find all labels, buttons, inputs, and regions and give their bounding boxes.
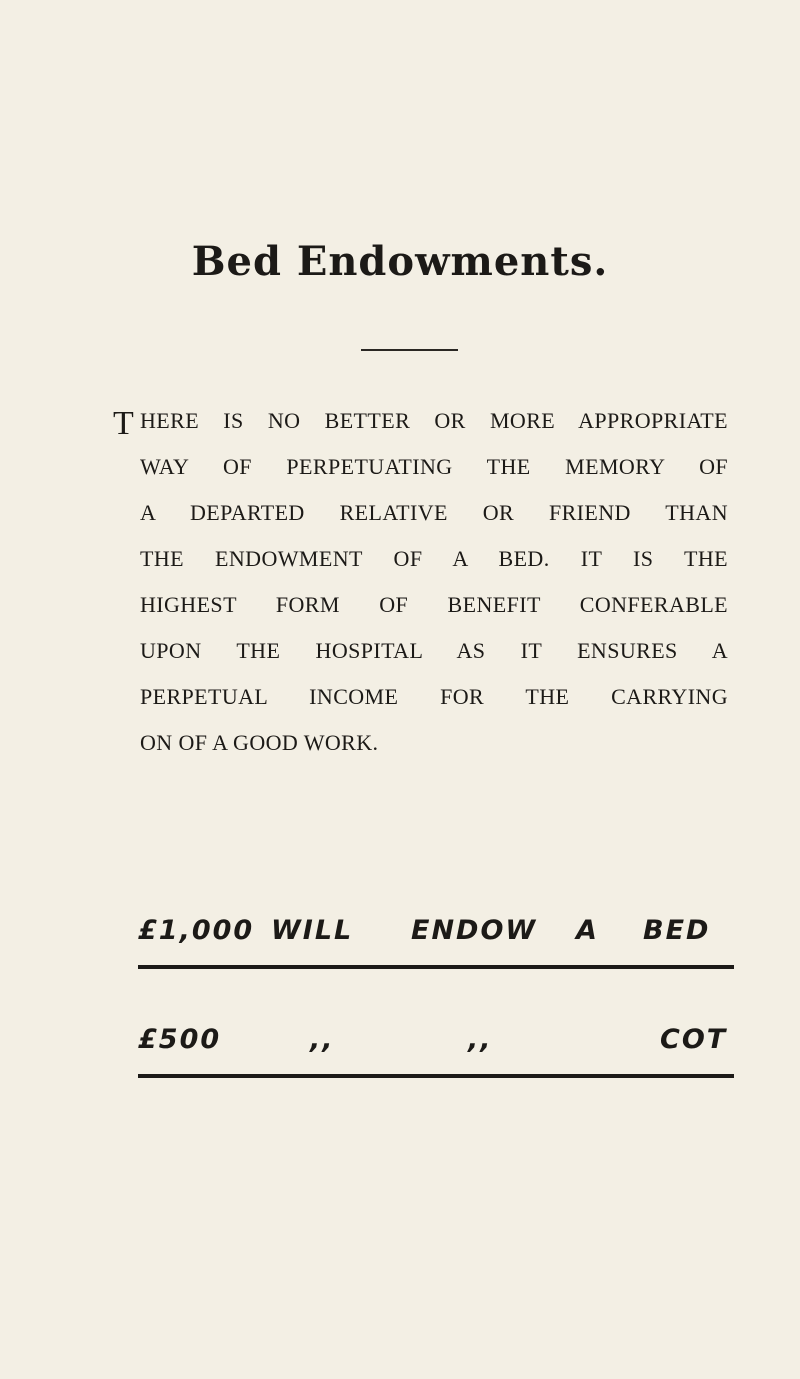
ditto-mark: ,, xyxy=(310,1024,335,1055)
page-title: Bed Endowments. xyxy=(191,238,609,285)
endowment-item: COT xyxy=(660,1024,728,1055)
endowment-text: WILL xyxy=(271,915,354,946)
endowment-amount: £1,000 xyxy=(138,915,255,946)
ditto-mark: ,, xyxy=(468,1024,493,1055)
underline xyxy=(138,965,734,969)
paragraph-line-2: WAY OF PERPETUATING THE MEMORY OF xyxy=(140,454,728,479)
endowment-item: BED xyxy=(643,915,711,946)
paragraph-line-8: ON OF A GOOD WORK. xyxy=(140,730,379,755)
endowment-text: A xyxy=(576,915,599,946)
endowment-amount: £500 xyxy=(138,1024,222,1055)
paragraph-line-3: A DEPARTED RELATIVE OR FRIEND THAN xyxy=(140,500,728,525)
paragraph-line-5: HIGHEST FORM OF BENEFIT CONFERABLE xyxy=(140,592,728,617)
paragraph-line-6: UPON THE HOSPITAL AS IT ENSURES A xyxy=(140,638,728,663)
title-divider xyxy=(361,349,458,351)
underline xyxy=(138,1074,734,1078)
paragraph-line-4: THE ENDOWMENT OF A BED. IT IS THE xyxy=(140,546,728,571)
endowment-text: ENDOW xyxy=(411,915,538,946)
paragraph-line-1: THERE IS NO BETTER OR MORE APPROPRIATE xyxy=(113,405,728,442)
paragraph-line-7: PERPETUAL INCOME FOR THE CARRYING xyxy=(140,684,728,709)
endowment-paragraph xyxy=(113,398,728,766)
